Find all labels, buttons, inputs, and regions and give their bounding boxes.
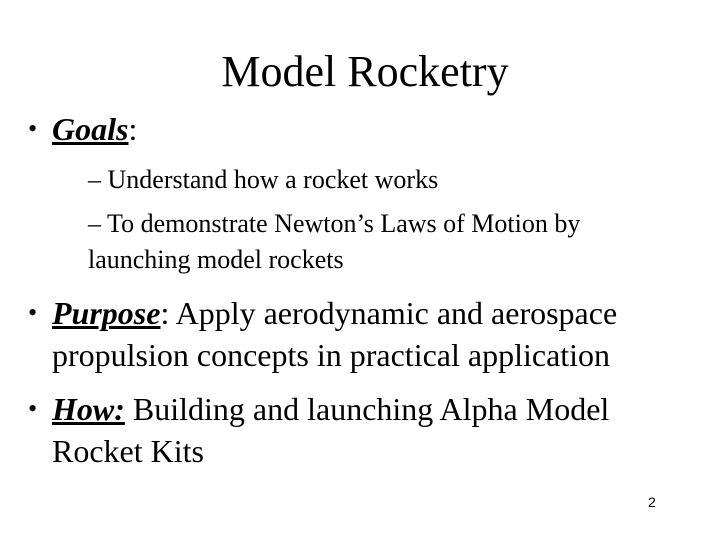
bullet-how (28, 388, 698, 472)
bullet-text (52, 388, 698, 472)
sub-item (88, 162, 688, 198)
bullet-suffix: Building and launching Alpha Model Rocket Kits (52, 391, 610, 469)
bullet-label: Goals (52, 111, 129, 147)
bullet-dot: • (28, 114, 38, 143)
page-number: 2 (648, 494, 656, 510)
bullet-text (52, 292, 698, 376)
bullet-text (52, 108, 698, 150)
bullet-dot: • (28, 298, 38, 327)
bullet-label: How: (52, 391, 125, 427)
sub-item-text: To demonstrate Newton’s Laws of Motion by launching model rockets (88, 209, 581, 274)
sub-item-text: Understand how a rocket works (107, 165, 439, 194)
bullet-dot: • (28, 394, 38, 423)
sub-item-dash: – (88, 209, 101, 238)
bullet-suffix: : Apply aerodynamic and aerospace propulsion concepts in practical application (52, 295, 618, 373)
bullet-label: Purpose (52, 295, 161, 331)
slide-title: Model Rocketry (221, 47, 509, 96)
sub-item (88, 206, 688, 278)
bullet-suffix: : (128, 111, 138, 147)
bullet-purpose (28, 292, 698, 376)
sub-item-dash: – (88, 165, 101, 194)
bullet-goals (28, 108, 698, 150)
